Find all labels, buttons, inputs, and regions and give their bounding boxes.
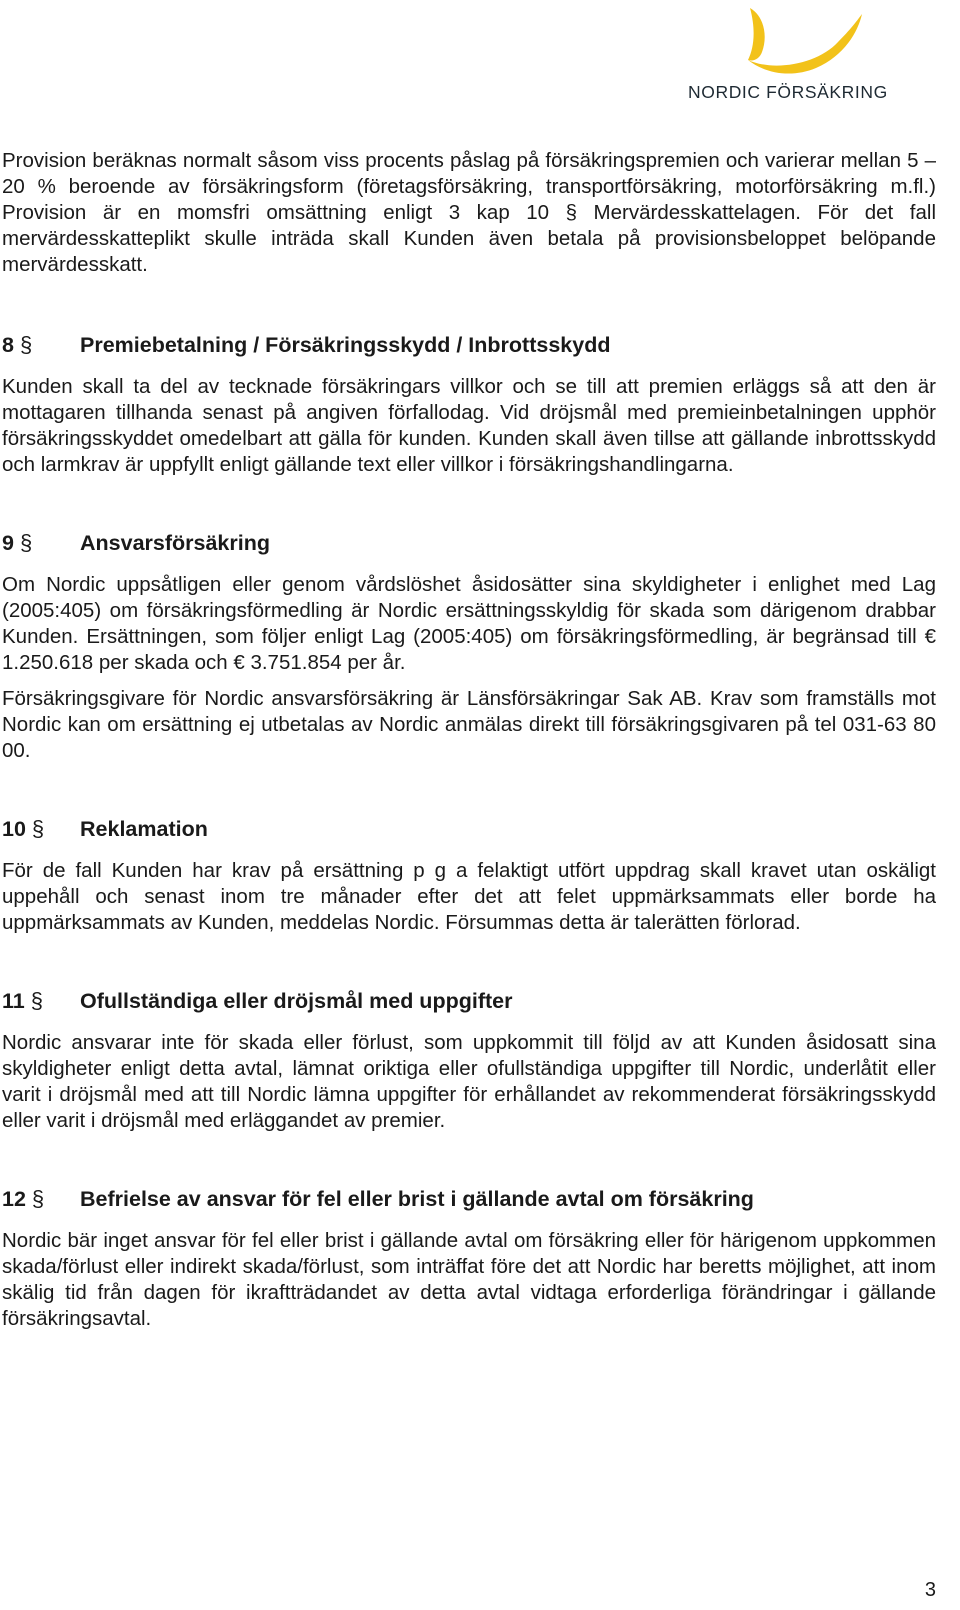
section-paragraph: Försäkringsgivare för Nordic ansvarsförsäkring är Länsförsäkringar Sak AB. Krav som framställs mot Nordic kan om ersättning ej utbetalas av Nordic anmälas direkt till försäkringsgivaren på tel 031-63 80 00. [2,687,936,762]
section-heading [2,530,936,558]
section-9 [2,530,936,764]
section-sign: § [31,1186,45,1211]
section-paragraph: Nordic bär inget ansvar för fel eller brist i gällande avtal om försäkring eller för härigenom uppkommen skada/förlust eller indirekt skada/förlust, som inträffat före det att Nordic har beretts möjlighet, att inom skälig tid från dagen för ikraftträdandet av detta avtal vidtaga erforderliga förändringar i gällande försäkringsavtal. [2,1229,936,1330]
section-number: 11 [2,989,25,1013]
document-body [2,148,936,1332]
section-paragraph: Kunden skall ta del av tecknade försäkringars villkor och se till att premien erläggs så att den är mottagaren tillhanda senast på angiven förfallodag. Vid dröjsmål med premieinbetalningen upphör försäkringsskyddet omedelbart att gälla för kunden. Kunden skall även tillse att gällande inbrottsskydd och larmkrav är uppfyllt enligt gällande text eller villkor i försäkringshandlingarna. [2,375,936,476]
intro-paragraph: Provision beräknas normalt såsom viss procents påslag på försäkringspremien och varierar mellan 5 – 20 % beroende av försäkringsform (företagsförsäkring, transportförsäkring, motorförsäkring m.fl.) Provision är en momsfri omsättning enligt 3 kap 10 § Mervärdesskattelagen. För det fall mervärdesskatteplikt skulle inträda skall Kunden även betala på provisionsbeloppet belöpande mervärdesskatt. [2,149,936,276]
section-10 [2,816,936,936]
section-heading [2,988,936,1016]
section-sign: § [19,530,33,555]
section-number: 12 [2,1187,26,1211]
section-title: Ofullständiga eller dröjsmål med uppgifter [80,989,513,1013]
section-title: Befrielse av ansvar för fel eller brist i gällande avtal om försäkring [80,1187,754,1211]
section-paragraph: För de fall Kunden har krav på ersättning p g a felaktigt utfört uppdrag skall kravet utan oskäligt uppehåll och senast inom tre månader efter det att felet uppmärksammats eller borde ha uppmärksammats av Kunden, meddelas Nordic. Försummas detta är talerätten förlorad. [2,859,936,934]
section-paragraph: Nordic ansvarar inte för skada eller förlust, som uppkommit till följd av att Kunden åsidosatt sina skyldigheter enligt detta avtal, lämnat oriktiga eller ofullständiga uppgifter till Nordic, underlåtit eller varit i dröjsmål med att till Nordic lämna uppgifter för erhållandet av rekommenderat försäkringsskydd eller varit i dröjsmål med erläggandet av premier. [2,1031,936,1132]
section-12 [2,1186,936,1332]
section-heading [2,332,936,360]
page-number: 3 [924,1579,936,1601]
section-sign: § [31,816,45,841]
section-11 [2,988,936,1134]
section-sign: § [19,332,33,357]
section-number: 8 [2,333,14,357]
logo-text: NORDIC FÖRSÄKRING [688,82,888,102]
section-number: 10 [2,817,26,841]
section-paragraph: Om Nordic uppsåtligen eller genom vårdslöshet åsidosätter sina skyldigheter i enlighet med Lag (2005:405) om försäkringsförmedling är Nordic ersättningsskyldig för skada som därigenom drabbar Kunden. Ersättningen, som följer enligt Lag (2005:405) om försäkringsförmedling, är begränsad till € 1.250.618 per skada och € 3.751.854 per år. [2,573,936,674]
company-logo [688,2,948,102]
section-title: Reklamation [80,817,208,841]
section-heading [2,1186,936,1214]
section-number: 9 [2,531,14,555]
section-sign: § [30,988,43,1013]
logo-swoosh-icon [688,2,948,82]
section-title: Ansvarsförsäkring [80,531,270,555]
section-title: Premiebetalning / Försäkringsskydd / Inbrottsskydd [80,333,611,357]
section-8 [2,332,936,478]
section-heading [2,816,936,844]
